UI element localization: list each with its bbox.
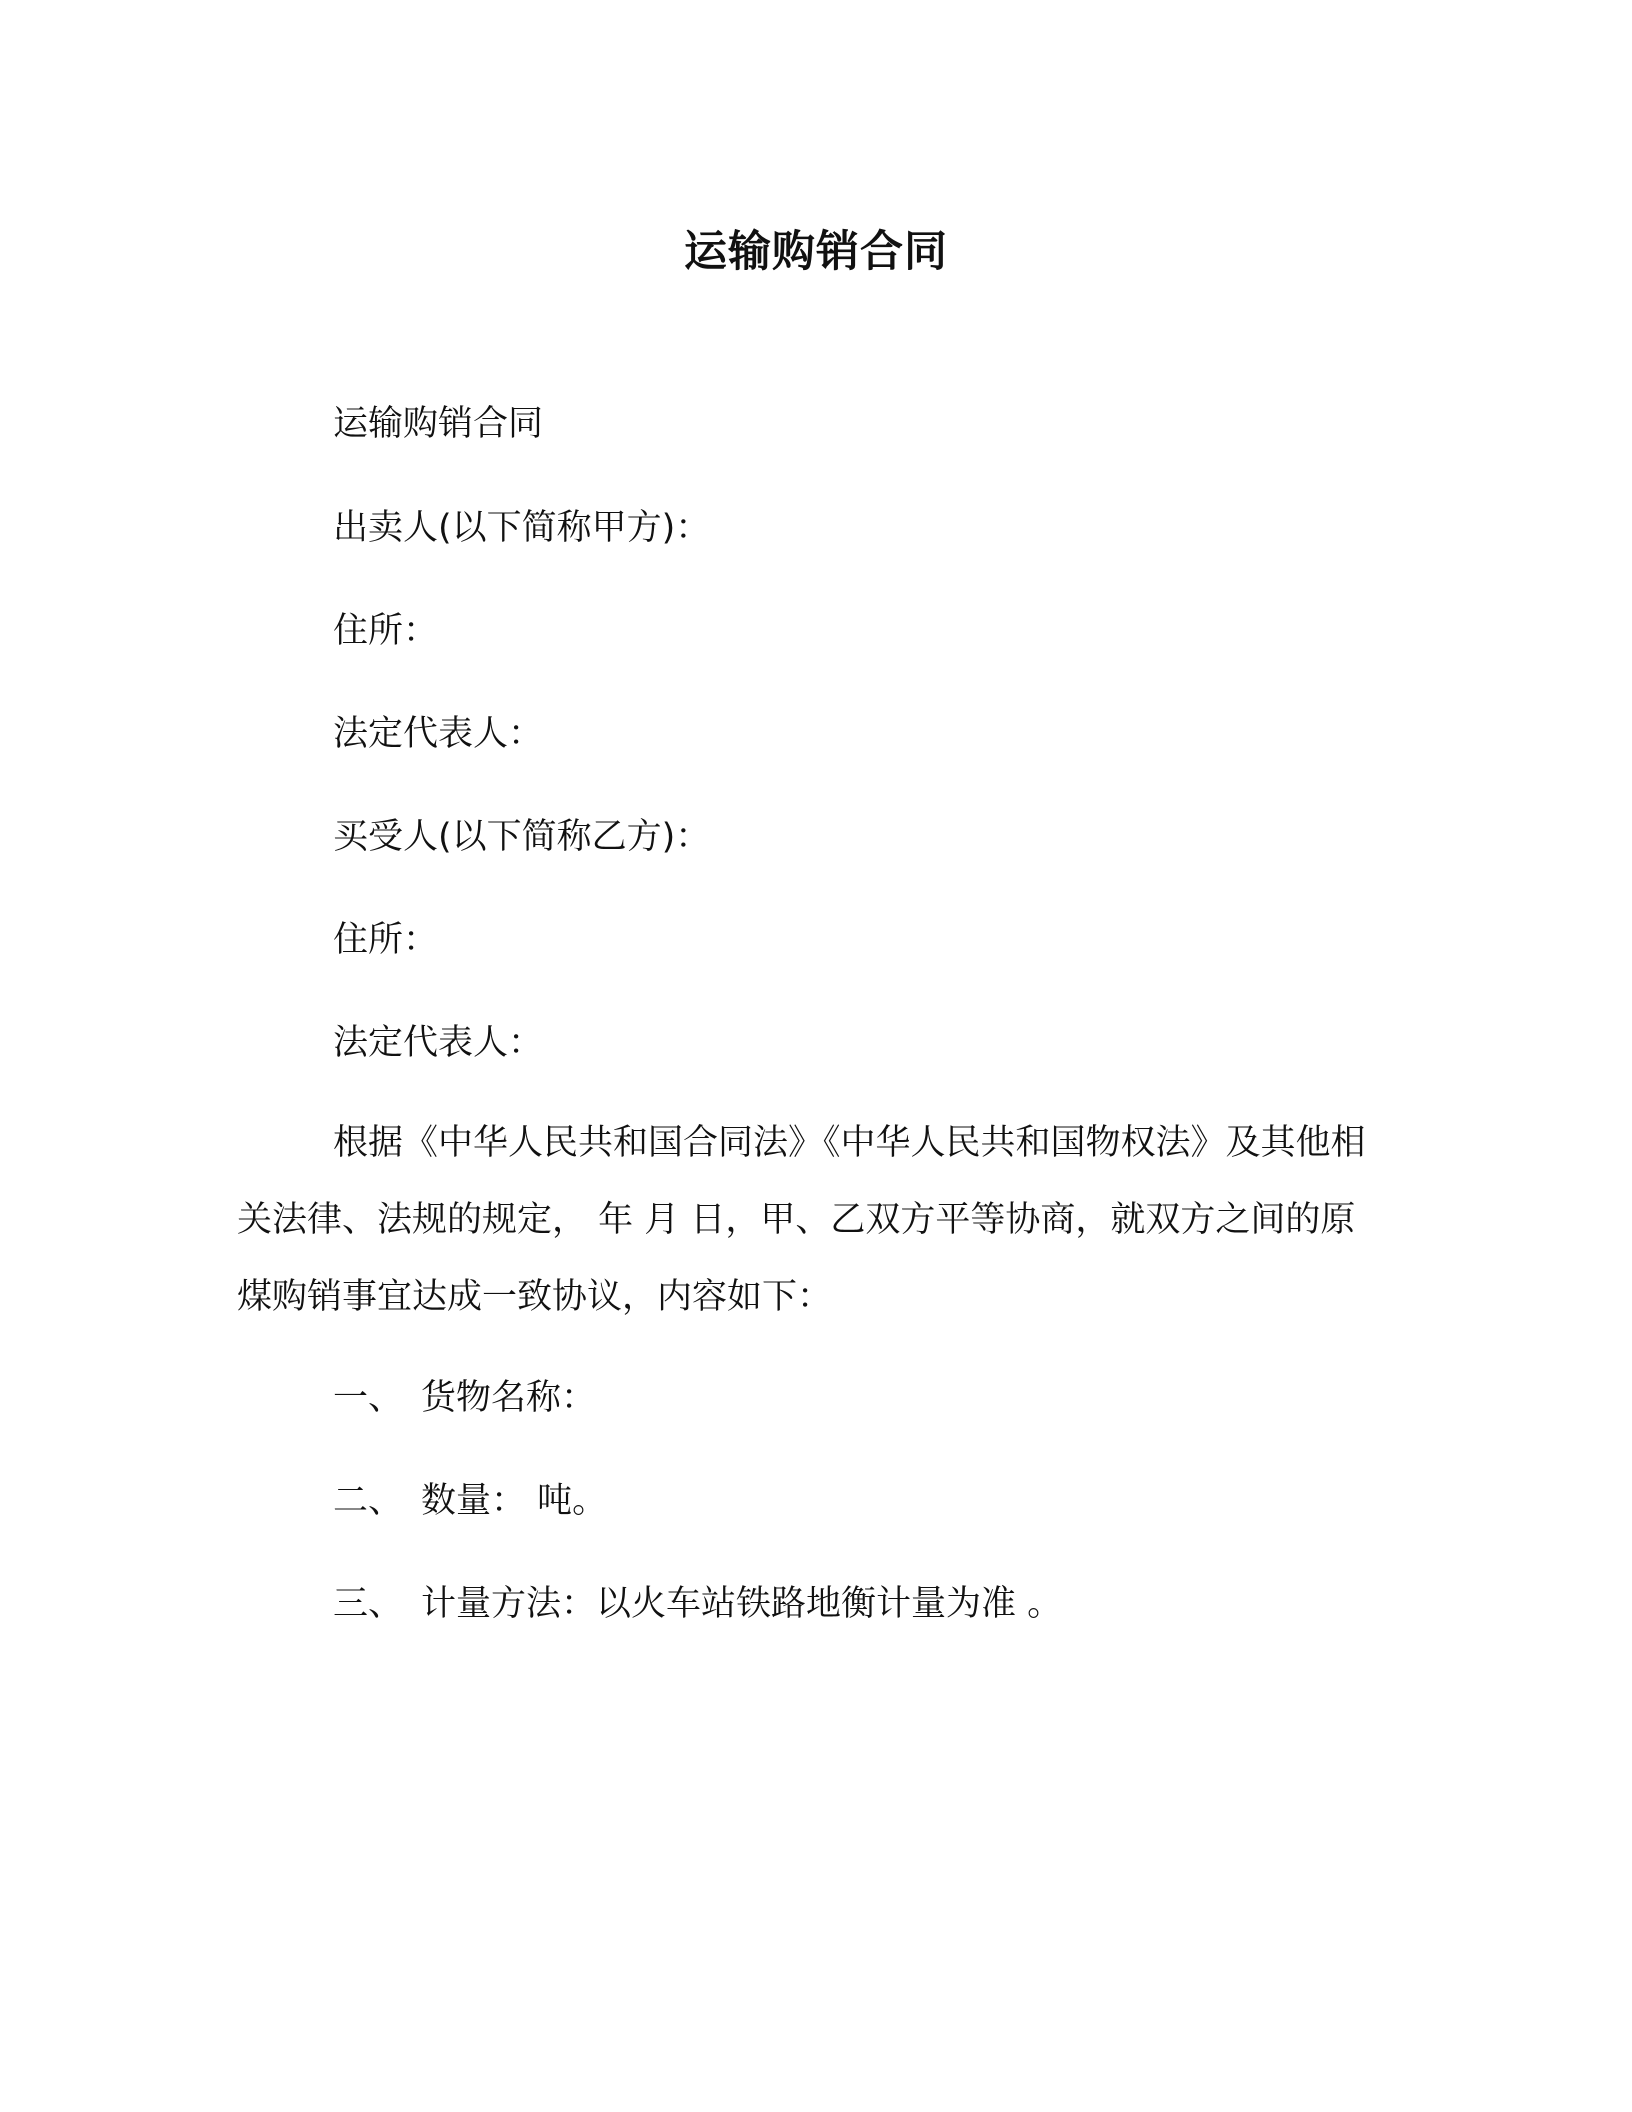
clause-item: [333, 1475, 607, 1527]
clause-number: 一、: [333, 1378, 404, 1418]
clause-text: 货物名称：: [421, 1378, 597, 1418]
party-a-representative: 法定代表人：: [333, 714, 544, 754]
party-b-representative: 法定代表人：: [333, 1023, 544, 1063]
party-b-address: 住所：: [333, 920, 439, 960]
clause-item: [333, 1578, 1062, 1630]
party-b-label: 买受人(以下简称乙方)：: [333, 817, 711, 857]
clause-text: 数量： 吨。: [421, 1481, 608, 1521]
clause-text: 计量方法：以火车站铁路地衡计量为准 。: [421, 1584, 1063, 1624]
preamble-text: 根据《中华人民共和国合同法》《中华人民共和国物权法》及其他相关法律、法规的规定， 年 月 日，甲、乙双方平等协商，就双方之间的原煤购销事宜达成一致协议，内容如下：: [237, 1123, 1366, 1317]
clause-item: [333, 1372, 596, 1424]
document-title: 运输购销合同: [684, 227, 948, 277]
party-a-label: 出卖人(以下简称甲方)：: [333, 508, 711, 548]
clause-number: 二、: [333, 1481, 404, 1521]
clause-number: 三、: [333, 1584, 404, 1624]
party-a-address: 住所：: [333, 611, 439, 651]
contract-subtitle: 运输购销合同: [333, 404, 544, 444]
preamble-paragraph: [237, 1105, 1387, 1336]
